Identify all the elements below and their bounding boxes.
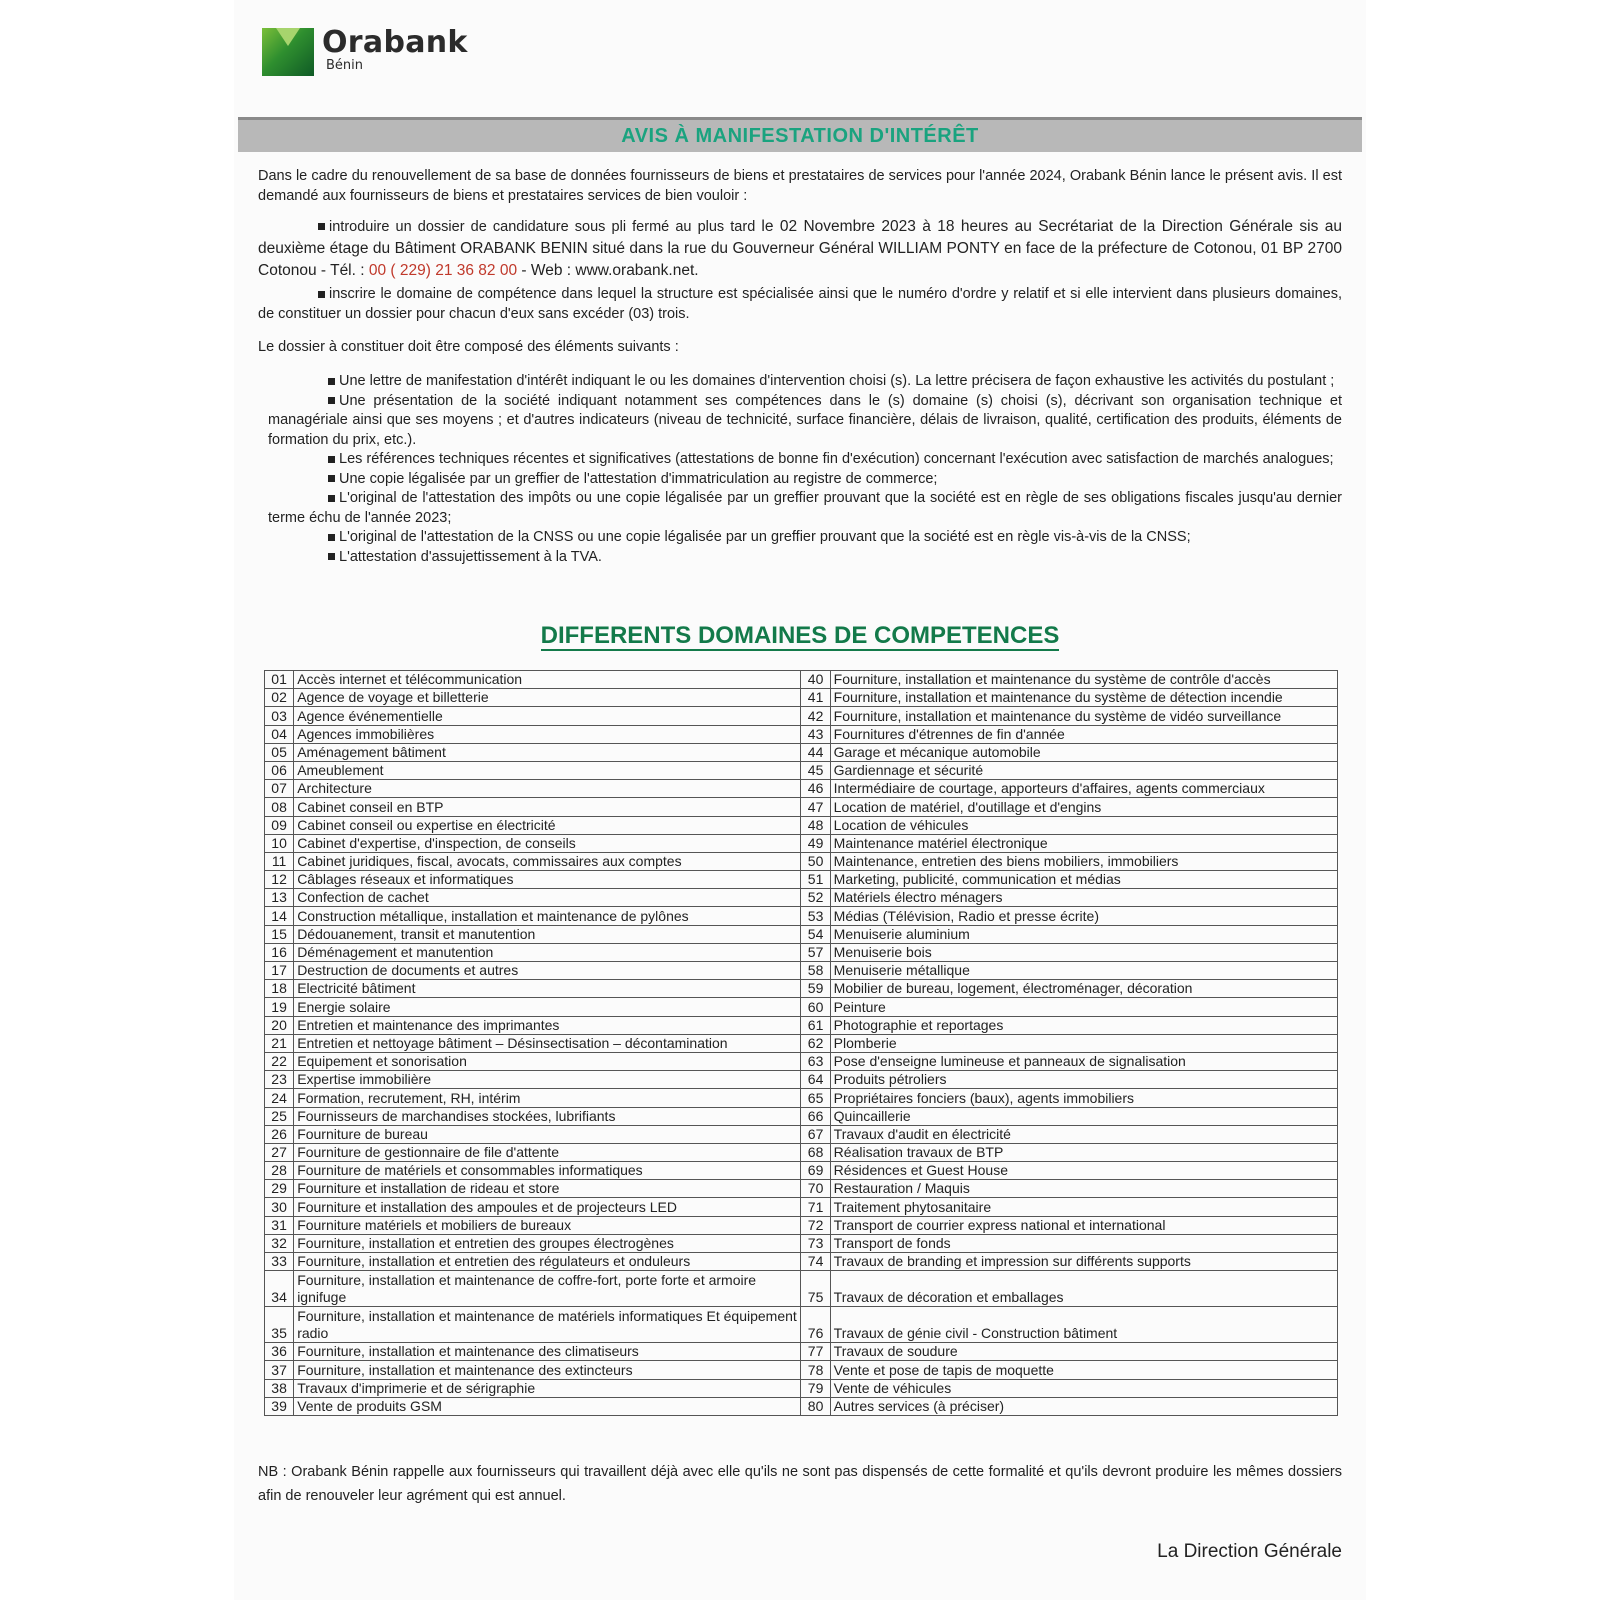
domain-label: Résidences et Guest House [830, 1162, 1337, 1180]
banner-title: AVIS À MANIFESTATION D'INTÉRÊT [621, 124, 979, 147]
instruction-1-part-c: - Web : www.orabank.net. [517, 262, 699, 279]
domain-number: 71 [801, 1198, 830, 1216]
nb-note [258, 1460, 1342, 1508]
title-banner [238, 117, 1362, 152]
domain-number: 67 [801, 1125, 830, 1143]
instruction-1-part-a: introduire un dossier de candidature sous pli fermé au plus tard [329, 219, 762, 235]
domain-number: 31 [265, 1216, 294, 1234]
table-row [265, 816, 1338, 834]
domain-label: Pose d'enseigne lumineuse et panneaux de signalisation [830, 1052, 1337, 1070]
domain-label: Propriétaires fonciers (baux), agents immobiliers [830, 1089, 1337, 1107]
domain-number: 68 [801, 1143, 830, 1161]
table-row [265, 1162, 1338, 1180]
domain-label: Traitement phytosanitaire [830, 1198, 1337, 1216]
table-row [265, 1343, 1338, 1361]
domain-number: 62 [801, 1034, 830, 1052]
table-row [265, 1397, 1338, 1415]
domain-number: 29 [265, 1180, 294, 1198]
instruction-1 [258, 216, 1342, 282]
domain-number: 70 [801, 1180, 830, 1198]
domain-number: 19 [265, 998, 294, 1016]
table-row [265, 671, 1338, 689]
domain-label: Transport de courrier express national et international [830, 1216, 1337, 1234]
domain-label: Fourniture, installation et maintenance du système de vidéo surveillance [830, 707, 1337, 725]
instruction-2-text: inscrire le domaine de compétence dans lequel la structure est spécialisée ainsi que le numéro d'ordre y relatif et si elle intervient dans plusieurs domaines, de constituer un dossier pour chacun d'eux sans excéder (03) trois. [258, 286, 1342, 322]
domain-number: 41 [801, 689, 830, 707]
domain-number: 22 [265, 1052, 294, 1070]
domain-number: 58 [801, 962, 830, 980]
table-row [265, 1180, 1338, 1198]
domain-label: Dédouanement, transit et manutention [294, 925, 801, 943]
domain-label: Fourniture de matériels et consommables informatiques [294, 1162, 801, 1180]
table-row [265, 1143, 1338, 1161]
table-row [265, 689, 1338, 707]
table-row [265, 1307, 1338, 1343]
brand-name: Orabank [322, 25, 468, 60]
domain-number: 36 [265, 1343, 294, 1361]
domain-number: 34 [265, 1271, 294, 1307]
domain-label: Expertise immobilière [294, 1071, 801, 1089]
domain-number: 21 [265, 1034, 294, 1052]
domain-number: 59 [801, 980, 830, 998]
domain-label: Architecture [294, 780, 801, 798]
domain-number: 46 [801, 780, 830, 798]
domain-label: Travaux de branding et impression sur différents supports [830, 1253, 1337, 1271]
domain-number: 39 [265, 1397, 294, 1415]
domain-label: Produits pétroliers [830, 1071, 1337, 1089]
orabank-logo [262, 25, 468, 78]
domain-number: 51 [801, 871, 830, 889]
domain-label: Travaux d'imprimerie et de sérigraphie [294, 1379, 801, 1397]
domain-number: 74 [801, 1253, 830, 1271]
dossier-intro: Le dossier à constituer doit être composé des éléments suivants : [258, 339, 679, 355]
domain-number: 06 [265, 761, 294, 779]
domain-label: Fourniture, installation et entretien des groupes électrogènes [294, 1234, 801, 1252]
table-row [265, 1253, 1338, 1271]
domain-label: Accès internet et télécommunication [294, 671, 801, 689]
domain-number: 15 [265, 925, 294, 943]
domain-label: Fourniture, installation et maintenance du système de détection incendie [830, 689, 1337, 707]
domain-label: Formation, recrutement, RH, intérim [294, 1089, 801, 1107]
domain-number: 50 [801, 852, 830, 870]
table-row [265, 761, 1338, 779]
domain-label: Maintenance matériel électronique [830, 834, 1337, 852]
domain-number: 57 [801, 943, 830, 961]
domain-number: 07 [265, 780, 294, 798]
domain-label: Garage et mécanique automobile [830, 743, 1337, 761]
domain-number: 75 [801, 1271, 830, 1307]
domain-label: Travaux de génie civil - Construction bâtiment [830, 1307, 1337, 1343]
domain-label: Matériels électro ménagers [830, 889, 1337, 907]
domain-label: Fourniture, installation et maintenance de coffre-fort, porte forte et armoire ignifuge [294, 1271, 801, 1307]
right-margin [1366, 0, 1600, 1600]
domain-label: Menuiserie bois [830, 943, 1337, 961]
domain-number: 20 [265, 1016, 294, 1034]
domain-label: Menuiserie métallique [830, 962, 1337, 980]
dossier-item: L'original de l'attestation des impôts ou une copie légalisée par un greffier prouvant que la société est en règle de ses obligations fiscales jusqu'au dernier terme échu de l'année 2023; [268, 490, 1342, 526]
domain-label: Agences immobilières [294, 725, 801, 743]
table-row [265, 1034, 1338, 1052]
table-row [265, 962, 1338, 980]
domain-number: 73 [801, 1234, 830, 1252]
domain-label: Travaux de décoration et emballages [830, 1271, 1337, 1307]
document-page [234, 0, 1366, 1600]
domain-label: Peinture [830, 998, 1337, 1016]
domain-label: Fourniture, installation et maintenance du système de contrôle d'accès [830, 671, 1337, 689]
domain-label: Plomberie [830, 1034, 1337, 1052]
domain-label: Intermédiaire de courtage, apporteurs d'affaires, agents commerciaux [830, 780, 1337, 798]
table-row [265, 852, 1338, 870]
domain-number: 14 [265, 907, 294, 925]
domain-label: Fourniture de gestionnaire de file d'attente [294, 1143, 801, 1161]
table-row [265, 980, 1338, 998]
domain-number: 16 [265, 943, 294, 961]
domain-number: 53 [801, 907, 830, 925]
domain-number: 11 [265, 852, 294, 870]
domain-number: 24 [265, 1089, 294, 1107]
dossier-list [268, 372, 1342, 567]
domain-label: Equipement et sonorisation [294, 1052, 801, 1070]
domain-number: 48 [801, 816, 830, 834]
domain-label: Cabinet conseil en BTP [294, 798, 801, 816]
domain-label: Menuiserie aluminium [830, 925, 1337, 943]
signature: La Direction Générale [1157, 1541, 1342, 1562]
table-row [265, 1052, 1338, 1070]
domain-label: Entretien et nettoyage bâtiment – Désinsectisation – décontamination [294, 1034, 801, 1052]
table-row [265, 907, 1338, 925]
table-row [265, 725, 1338, 743]
domain-number: 77 [801, 1343, 830, 1361]
domain-label: Autres services (à préciser) [830, 1397, 1337, 1415]
nb-label: NB [258, 1464, 279, 1480]
domain-label: Fourniture et installation des ampoules et de projecteurs LED [294, 1198, 801, 1216]
domain-label: Déménagement et manutention [294, 943, 801, 961]
table-row [265, 1125, 1338, 1143]
domain-number: 42 [801, 707, 830, 725]
table-row [265, 1089, 1338, 1107]
dossier-item: L'original de l'attestation de la CNSS ou une copie légalisée par un greffier prouvant que la société est en règle vis-à-vis de la CNSS; [268, 528, 1342, 548]
domain-label: Travaux d'audit en électricité [830, 1125, 1337, 1143]
domain-number: 80 [801, 1397, 830, 1415]
domain-label: Vente de véhicules [830, 1379, 1337, 1397]
table-row [265, 707, 1338, 725]
domain-number: 10 [265, 834, 294, 852]
domains-heading: DIFFERENTS DOMAINES DE COMPETENCES [540, 622, 1060, 649]
table-row [265, 743, 1338, 761]
domain-label: Maintenance, entretien des biens mobiliers, immobiliers [830, 852, 1337, 870]
domain-label: Fourniture, installation et maintenance des climatiseurs [294, 1343, 801, 1361]
table-row [265, 1216, 1338, 1234]
domain-label: Travaux de soudure [830, 1343, 1337, 1361]
logo-mark-icon [262, 28, 314, 76]
table-row [265, 998, 1338, 1016]
domain-label: Transport de fonds [830, 1234, 1337, 1252]
domain-number: 25 [265, 1107, 294, 1125]
dossier-item: Une copie légalisée par un greffier de l'attestation d'immatriculation au registre de commerce; [268, 470, 1342, 490]
domain-number: 08 [265, 798, 294, 816]
domain-label: Fourniture, installation et maintenance des extincteurs [294, 1361, 801, 1379]
domain-number: 27 [265, 1143, 294, 1161]
domain-label: Réalisation travaux de BTP [830, 1143, 1337, 1161]
domain-number: 54 [801, 925, 830, 943]
bullet-icon [328, 534, 335, 541]
instruction-2 [258, 285, 1342, 324]
domain-number: 01 [265, 671, 294, 689]
domain-number: 12 [265, 871, 294, 889]
domain-number: 44 [801, 743, 830, 761]
table-row [265, 889, 1338, 907]
domain-number: 09 [265, 816, 294, 834]
dossier-item: Une lettre de manifestation d'intérêt indiquant le ou les domaines d'intervention choisi (s). La lettre précisera de façon exhaustive les activités du postulant ; [268, 372, 1342, 392]
domain-number: 64 [801, 1071, 830, 1089]
domain-label: Vente et pose de tapis de moquette [830, 1361, 1337, 1379]
table-row [265, 1379, 1338, 1397]
domain-number: 61 [801, 1016, 830, 1034]
bullet-icon [328, 553, 335, 560]
table-row [265, 1271, 1338, 1307]
bullet-icon [328, 378, 335, 385]
domain-label: Ameublement [294, 761, 801, 779]
domain-label: Câblages réseaux et informatiques [294, 871, 801, 889]
domain-number: 52 [801, 889, 830, 907]
domain-number: 35 [265, 1307, 294, 1343]
domain-number: 13 [265, 889, 294, 907]
domain-number: 66 [801, 1107, 830, 1125]
domain-label: Construction métallique, installation et maintenance de pylônes [294, 907, 801, 925]
domain-number: 78 [801, 1361, 830, 1379]
domain-number: 17 [265, 962, 294, 980]
domain-number: 05 [265, 743, 294, 761]
domain-number: 02 [265, 689, 294, 707]
domain-label: Quincaillerie [830, 1107, 1337, 1125]
domain-number: 45 [801, 761, 830, 779]
domain-label: Location de matériel, d'outillage et d'engins [830, 798, 1337, 816]
domain-number: 33 [265, 1253, 294, 1271]
dossier-item: Une présentation de la société indiquant notamment ses compétences dans le (s) domaine (s) choisi (s), décrivant son organisation technique et managériale ainsi que ses moyens ; et d'autres indicateurs (niveau de technicité, surface financière, délais de livraison, qualité, certification des produits, éléments de formation du prix, etc.). [268, 392, 1342, 448]
dossier-item: Les références techniques récentes et significatives (attestations de bonne fin d'exécution) concernant l'exécution avec satisfaction de marchés analogues; [268, 450, 1342, 470]
domain-number: 04 [265, 725, 294, 743]
brand-country: Bénin [326, 58, 364, 73]
table-row [265, 871, 1338, 889]
domain-label: Cabinet juridiques, fiscal, avocats, commissaires aux comptes [294, 852, 801, 870]
instruction-1-part-b: le 02 Novembre 2023 à 18 heures au Secrétariat de la Direction Générale sis au deuxième étage du Bâtiment ORABANK BENIN situé dans la rue du Gouverneur Général WILLIAM PONTY en face de la préfecture de Cotonou, 01 BP 2700 Cotonou - Tél. : [258, 218, 1342, 279]
domain-number: 43 [801, 725, 830, 743]
domain-label: Cabinet d'expertise, d'inspection, de conseils [294, 834, 801, 852]
domain-label: Marketing, publicité, communication et médias [830, 871, 1337, 889]
table-row [265, 1234, 1338, 1252]
table-row [265, 798, 1338, 816]
domain-label: Agence événementielle [294, 707, 801, 725]
table-row [265, 1071, 1338, 1089]
table-row [265, 1107, 1338, 1125]
domain-number: 28 [265, 1162, 294, 1180]
domain-number: 60 [801, 998, 830, 1016]
domain-number: 72 [801, 1216, 830, 1234]
domain-label: Electricité bâtiment [294, 980, 801, 998]
table-row [265, 780, 1338, 798]
domain-number: 03 [265, 707, 294, 725]
domain-number: 49 [801, 834, 830, 852]
bullet-icon [318, 223, 325, 230]
domain-label: Mobilier de bureau, logement, électroménager, décoration [830, 980, 1337, 998]
table-row [265, 1361, 1338, 1379]
table-row [265, 925, 1338, 943]
bullet-icon [328, 475, 335, 482]
domain-label: Restauration / Maquis [830, 1180, 1337, 1198]
domain-number: 69 [801, 1162, 830, 1180]
domain-number: 32 [265, 1234, 294, 1252]
domain-label: Fourniture, installation et maintenance de matériels informatiques Et équipement radio [294, 1307, 801, 1343]
domain-label: Fourniture de bureau [294, 1125, 801, 1143]
domain-label: Gardiennage et sécurité [830, 761, 1337, 779]
domain-label: Confection de cachet [294, 889, 801, 907]
domain-label: Aménagement bâtiment [294, 743, 801, 761]
intro-paragraph: Dans le cadre du renouvellement de sa base de données fournisseurs de biens et prestataires de services pour l'année 2024, Orabank Bénin lance le présent avis. Il est demandé aux fournisseurs de biens et prestataires services de bien vouloir : [258, 168, 1342, 204]
domain-label: Médias (Télévision, Radio et presse écrite) [830, 907, 1337, 925]
table-row [265, 1198, 1338, 1216]
table-row [265, 943, 1338, 961]
left-margin [0, 0, 234, 1600]
domains-table [264, 670, 1338, 1416]
domain-number: 76 [801, 1307, 830, 1343]
domain-number: 37 [265, 1361, 294, 1379]
domain-number: 30 [265, 1198, 294, 1216]
domain-label: Fournitures d'étrennes de fin d'année [830, 725, 1337, 743]
domain-label: Energie solaire [294, 998, 801, 1016]
domain-label: Destruction de documents et autres [294, 962, 801, 980]
nb-text: : Orabank Bénin rappelle aux fournisseurs qui travaillent déjà avec elle qu'ils ne sont pas dispensés de cette formalité et qu'ils devront produire les mêmes dossiers afin de renouveler leur agrément qui est annuel. [258, 1464, 1342, 1504]
bullet-icon [328, 495, 335, 502]
domain-number: 38 [265, 1379, 294, 1397]
bullet-icon [328, 456, 335, 463]
domain-label: Agence de voyage et billetterie [294, 689, 801, 707]
domain-number: 63 [801, 1052, 830, 1070]
domain-number: 23 [265, 1071, 294, 1089]
domain-label: Vente de produits GSM [294, 1397, 801, 1415]
domain-label: Photographie et reportages [830, 1016, 1337, 1034]
domain-label: Fourniture et installation de rideau et store [294, 1180, 801, 1198]
table-row [265, 834, 1338, 852]
domain-number: 65 [801, 1089, 830, 1107]
bullet-icon [318, 291, 325, 298]
domain-number: 79 [801, 1379, 830, 1397]
domain-number: 47 [801, 798, 830, 816]
dossier-item: L'attestation d'assujettissement à la TVA. [268, 548, 1342, 568]
bullet-icon [328, 397, 335, 404]
domain-label: Fourniture matériels et mobiliers de bureaux [294, 1216, 801, 1234]
table-row [265, 1016, 1338, 1034]
domain-label: Entretien et maintenance des imprimantes [294, 1016, 801, 1034]
domain-label: Location de véhicules [830, 816, 1337, 834]
telephone-number: 00 ( 229) 21 36 82 00 [368, 262, 518, 279]
domain-number: 18 [265, 980, 294, 998]
domain-label: Fournisseurs de marchandises stockées, lubrifiants [294, 1107, 801, 1125]
domain-label: Fourniture, installation et entretien des régulateurs et onduleurs [294, 1253, 801, 1271]
domain-number: 26 [265, 1125, 294, 1143]
domain-label: Cabinet conseil ou expertise en électricité [294, 816, 801, 834]
domain-number: 40 [801, 671, 830, 689]
